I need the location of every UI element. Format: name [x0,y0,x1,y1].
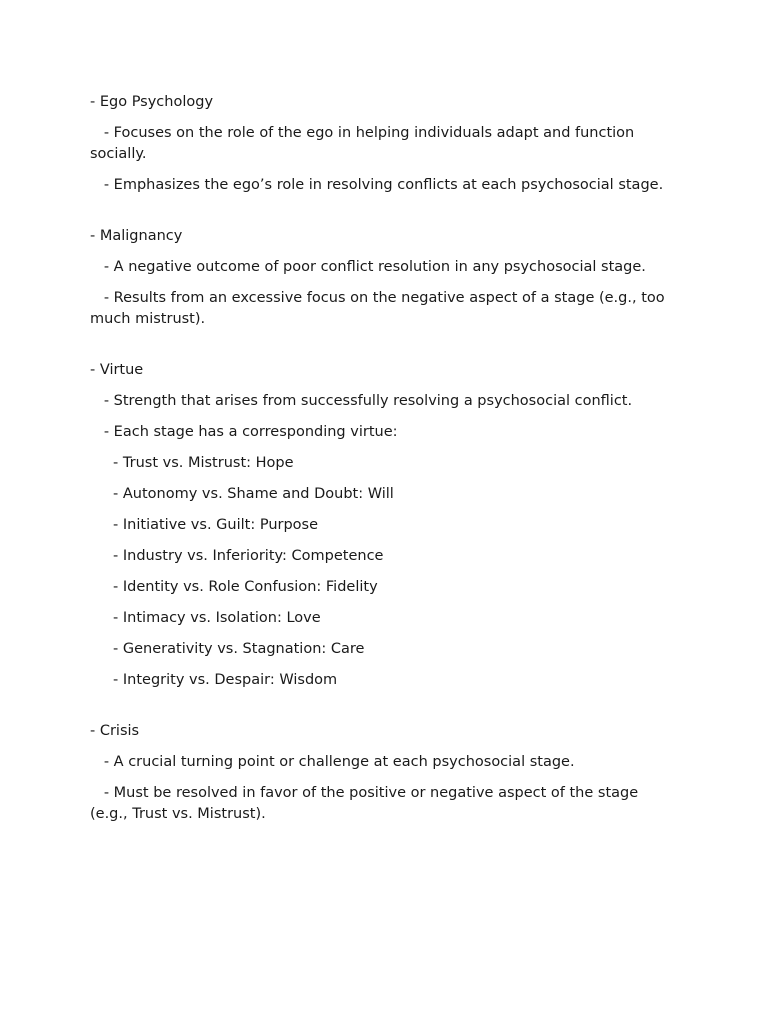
section-virtue [90,360,676,691]
section-spacer [90,206,676,226]
bullet-line: - Results from an excessive focus on the negative aspect of a stage (e.g., too much mistrust). [90,290,670,327]
bullet-line: - Emphasizes the ego’s role in resolving conflicts at each psychosocial stage. [90,177,664,193]
section-ego-psychology [90,92,676,196]
sub-bullet-line: - Integrity vs. Despair: Wisdom [90,672,338,688]
section-heading: - Malignancy [90,228,183,244]
bullet-line: - Each stage has a corresponding virtue: [90,424,398,440]
bullet-line: - Strength that arises from successfully resolving a psychosocial conflict. [90,393,633,409]
sub-bullet-line: - Trust vs. Mistrust: Hope [90,455,294,471]
bullet-line: - A crucial turning point or challenge at each psychosocial stage. [90,754,575,770]
sub-bullet-line: - Initiative vs. Guilt: Purpose [90,517,319,533]
sub-bullet-line: - Industry vs. Inferiority: Competence [90,548,384,564]
sub-bullet-line: - Identity vs. Role Confusion: Fidelity [90,579,378,595]
section-heading: - Crisis [90,723,140,739]
bullet-line: - Must be resolved in favor of the positive or negative aspect of the stage (e.g., Trust vs. Mistrust). [90,785,643,822]
bullet-line: - A negative outcome of poor conflict resolution in any psychosocial stage. [90,259,646,275]
section-spacer [90,340,676,360]
sub-bullet-line: - Autonomy vs. Shame and Doubt: Will [90,486,394,502]
section-heading: - Ego Psychology [90,94,214,110]
document-page [90,92,676,835]
section-crisis [90,721,676,825]
bullet-line: - Focuses on the role of the ego in helping individuals adapt and function socially. [90,125,639,162]
section-heading: - Virtue [90,362,144,378]
sub-bullet-line: - Intimacy vs. Isolation: Love [90,610,321,626]
sub-bullet-line: - Generativity vs. Stagnation: Care [90,641,365,657]
section-spacer [90,701,676,721]
section-malignancy [90,226,676,330]
